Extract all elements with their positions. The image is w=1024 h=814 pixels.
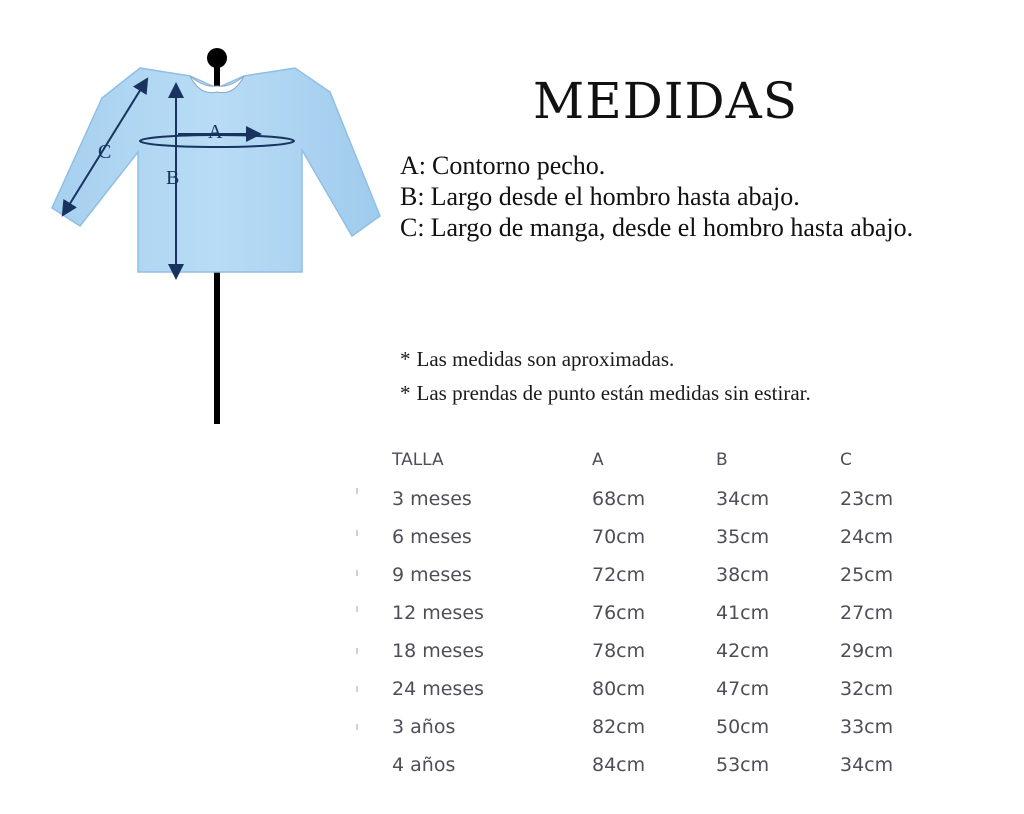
table-header-row	[382, 440, 920, 480]
cell-a: 78cm	[592, 640, 646, 662]
cell-a: 70cm	[592, 526, 646, 548]
note-text: Las medidas son aproximadas.	[416, 347, 675, 371]
header-c: C	[840, 450, 852, 470]
table-row	[382, 632, 920, 670]
edge-mark	[356, 606, 358, 612]
cell-size: 3 meses	[392, 488, 472, 510]
cell-a: 68cm	[592, 488, 646, 510]
label-c: C	[98, 141, 112, 163]
cell-b: 53cm	[716, 754, 770, 776]
cell-c: 33cm	[840, 716, 894, 738]
cell-size: 18 meses	[392, 640, 484, 662]
table-row	[382, 518, 920, 556]
note-approximate	[400, 342, 960, 376]
shirt-measurement-illustration	[40, 40, 400, 430]
table-row	[382, 480, 920, 518]
table-row	[382, 708, 920, 746]
cell-b: 50cm	[716, 716, 770, 738]
cell-c: 24cm	[840, 526, 894, 548]
header-b: B	[716, 450, 728, 470]
cell-size: 4 años	[392, 754, 456, 776]
definition-text: Contorno pecho.	[432, 151, 606, 180]
definition-key: B:	[400, 182, 425, 211]
size-table	[382, 440, 920, 784]
edge-mark	[356, 724, 358, 730]
definition-key: A:	[400, 151, 426, 180]
cell-a: 72cm	[592, 564, 646, 586]
cell-b: 35cm	[716, 526, 770, 548]
note-asterisk: *	[400, 347, 411, 371]
table-row	[382, 556, 920, 594]
cell-size: 9 meses	[392, 564, 472, 586]
cell-a: 84cm	[592, 754, 646, 776]
edge-mark	[356, 488, 358, 494]
table-row	[382, 670, 920, 708]
edge-mark	[356, 570, 358, 576]
definition-c	[400, 212, 960, 243]
cell-size: 3 años	[392, 716, 456, 738]
label-a: A	[208, 121, 223, 143]
measurement-definitions	[400, 150, 960, 243]
cell-a: 80cm	[592, 678, 646, 700]
cell-size: 24 meses	[392, 678, 484, 700]
cell-b: 38cm	[716, 564, 770, 586]
hanger-knob	[207, 48, 227, 68]
cell-c: 32cm	[840, 678, 894, 700]
definition-key: C:	[400, 213, 425, 242]
cell-a: 76cm	[592, 602, 646, 624]
cell-b: 42cm	[716, 640, 770, 662]
cell-size: 6 meses	[392, 526, 472, 548]
table-row	[382, 746, 920, 784]
cell-b: 34cm	[716, 488, 770, 510]
cell-b: 41cm	[716, 602, 770, 624]
definition-text: Largo desde el hombro hasta abajo.	[430, 182, 800, 211]
cell-size: 12 meses	[392, 602, 484, 624]
cell-a: 82cm	[592, 716, 646, 738]
header-a: A	[592, 450, 604, 470]
edge-mark	[356, 530, 358, 536]
definition-b	[400, 181, 960, 212]
edge-mark	[356, 686, 358, 692]
cell-c: 34cm	[840, 754, 894, 776]
definition-text: Largo de manga, desde el hombro hasta abajo.	[430, 213, 914, 242]
definition-a	[400, 150, 960, 181]
shirt-shape	[52, 68, 380, 272]
note-text: Las prendas de punto están medidas sin estirar.	[416, 381, 811, 405]
cell-c: 29cm	[840, 640, 894, 662]
cell-c: 25cm	[840, 564, 894, 586]
label-b: B	[166, 167, 180, 189]
cell-c: 27cm	[840, 602, 894, 624]
cell-b: 47cm	[716, 678, 770, 700]
cell-c: 23cm	[840, 488, 894, 510]
header-talla: TALLA	[392, 450, 444, 470]
edge-mark	[356, 648, 358, 654]
table-row	[382, 594, 920, 632]
note-asterisk: *	[400, 381, 411, 405]
note-knit-unstretched	[400, 376, 960, 410]
page-title: MEDIDAS	[533, 72, 798, 130]
measurement-notes	[400, 342, 960, 410]
